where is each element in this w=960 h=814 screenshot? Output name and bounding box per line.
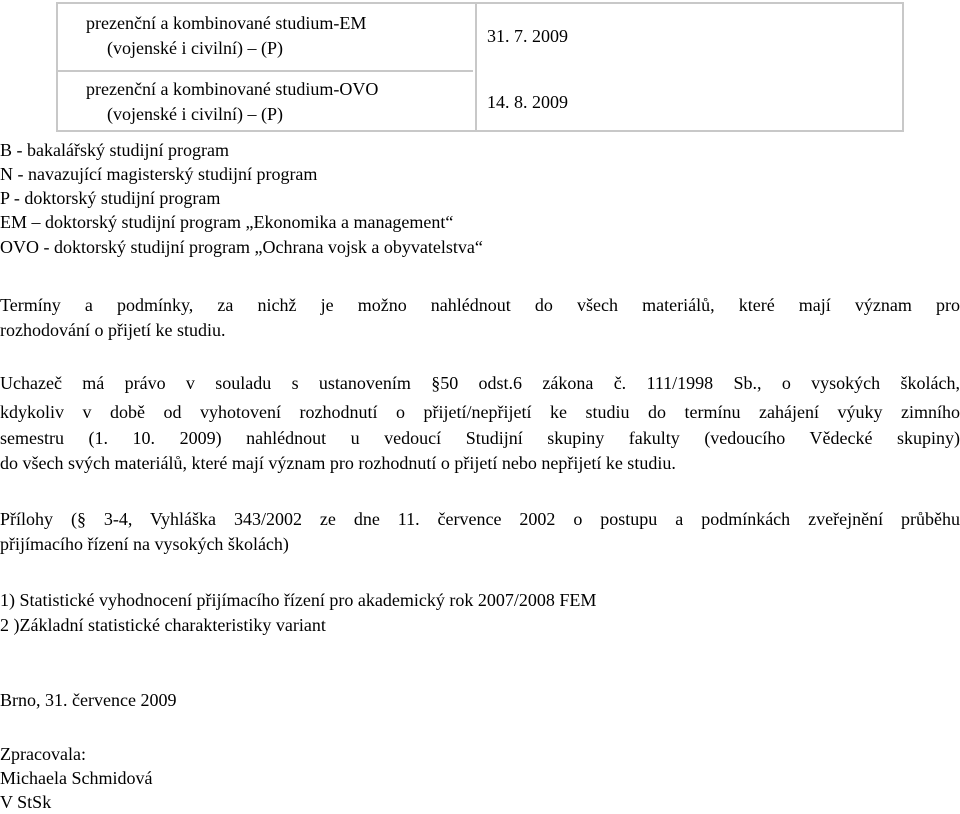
legend-item: P - doktorský studijní program xyxy=(0,188,221,208)
table-row1-date: 31. 7. 2009 xyxy=(487,26,568,46)
place-date: Brno, 31. července 2009 xyxy=(0,690,177,710)
table-row2-line1: prezenční a kombinované studium-OVO xyxy=(86,79,379,99)
author-label: Zpracovala: xyxy=(0,744,86,764)
table-divider-vertical xyxy=(475,4,477,130)
right-line: do všech svých materiálů, které mají význam pro rozhodnutí o přijetí nebo nepřijetí ke studiu. xyxy=(0,453,676,473)
author-name: Michaela Schmidová xyxy=(0,768,153,788)
right-line: kdykoliv v době od vyhotovení rozhodnutí o přijetí/nepřijetí ke studiu do termínu zahájení výuky zimního xyxy=(0,402,960,422)
table-row1-line1: prezenční a kombinované studium-EM xyxy=(86,13,367,33)
legend-item: N - navazující magisterský studijní program xyxy=(0,164,318,184)
table-row2-line2: (vojenské i civilní) – (P) xyxy=(107,104,283,124)
attachments-line: přijímacího řízení na vysokých školách) xyxy=(0,534,289,554)
list-item: 2 )Základní statistické charakteristiky variant xyxy=(0,615,326,635)
legend-item: EM – doktorský studijní program „Ekonomika a management“ xyxy=(0,212,454,232)
list-item: 1) Statistické vyhodnocení přijímacího řízení pro akademický rok 2007/2008 FEM xyxy=(0,590,597,610)
legend-item: B - bakalářský studijní program xyxy=(0,140,229,160)
right-line: Uchazeč má právo v souladu s ustanovením §50 odst.6 zákona č. 111/1998 Sb., o vysokých školách, xyxy=(0,373,960,393)
right-line: semestru (1. 10. 2009) nahlédnout u vedoucí Studijní skupiny fakulty (vedoucího Vědecké skupiny) xyxy=(0,428,960,448)
table-row2-date: 14. 8. 2009 xyxy=(487,92,568,112)
author-unit: V StSk xyxy=(0,792,52,812)
legend-item: OVO - doktorský studijní program „Ochrana vojsk a obyvatelstva“ xyxy=(0,237,483,257)
table-divider-horizontal xyxy=(58,70,473,72)
attachments-line: Přílohy (§ 3-4, Vyhláška 343/2002 ze dne 11. července 2002 o postupu a podmínkách zveřejnění průběhu xyxy=(0,509,960,529)
terms-line: Termíny a podmínky, za nichž je možno nahlédnout do všech materiálů, které mají význam pro xyxy=(0,295,960,315)
terms-line: rozhodování o přijetí ke studiu. xyxy=(0,320,226,340)
table-row1-line2: (vojenské i civilní) – (P) xyxy=(107,38,283,58)
